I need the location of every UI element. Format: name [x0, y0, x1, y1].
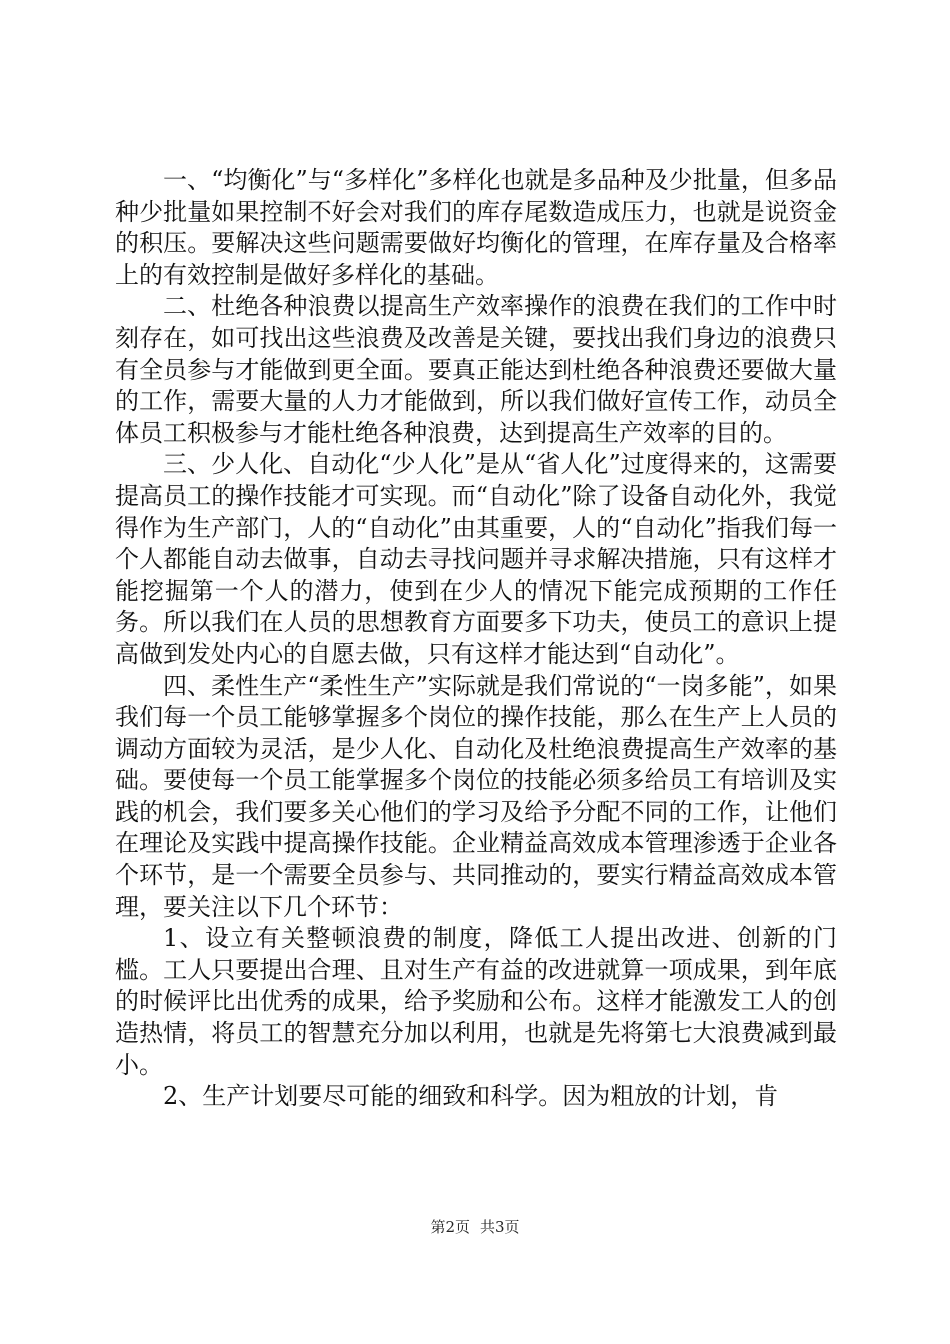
page-number: 第2页	[430, 1218, 470, 1236]
paragraph-4: 四、柔性生产“柔性生产”实际就是我们常说的“一岗多能”，如果我们每一个员工能够掌握多个岗位的操作技能，那么在生产上人员的调动方面较为灵活，是少人化、自动化及杜绝浪费提高生产效率的基础。要使每一个员工能掌握多个岗位的技能必须多给员工有培训及实践的机会，我们要多关心他们的学习及给予分配不同的工作，让他们在理论及实践中提高操作技能。企业精益高效成本管理渗透于企业各个环节，是一个需要全员参与、共同推动的，要实行精益高效成本管理，要关注以下几个环节：	[115, 671, 837, 921]
paragraph-2: 二、杜绝各种浪费以提高生产效率操作的浪费在我们的工作中时刻存在，如可找出这些浪费及改善是关键，要找出我们身边的浪费只有全员参与才能做到更全面。要真正能达到杜绝各种浪费还要做大量的工作，需要大量的人力才能做到，所以我们做好宣传工作，动员全体员工积极参与才能杜绝各种浪费，达到提高生产效率的目的。	[115, 292, 837, 447]
paragraph-3: 三、少人化、自动化“少人化”是从“省人化”过度得来的，这需要提高员工的操作技能才可实现。而“自动化”除了设备自动化外，我觉得作为生产部门，人的“自动化”由其重要，人的“自动化”指我们每一个人都能自动去做事，自动去寻找问题并寻求解决措施，只有这样才能挖掘第一个人的潜力，使到在少人的情况下能完成预期的工作任务。所以我们在人员的思想教育方面要多下功夫，使员工的意识上提高做到发处内心的自愿去做，只有这样才能达到“自动化”。	[115, 450, 837, 668]
paragraph-1: 一、“均衡化”与“多样化”多样化也就是多品种及少批量，但多品种少批量如果控制不好会对我们的库存尾数造成压力，也就是说资金的积压。要解决这些问题需要做好均衡化的管理，在库存量及合格率上的有效控制是做好多样化的基础。	[115, 166, 837, 289]
page-total: 共3页	[480, 1218, 520, 1236]
document-body	[115, 165, 837, 1113]
paragraph-6: 2、生产计划要尽可能的细致和科学。因为粗放的计划，肯	[163, 1082, 779, 1111]
page-footer	[0, 1216, 950, 1237]
paragraph-5: 1、设立有关整顿浪费的制度，降低工人提出改进、创新的门槛。工人只要提出合理、且对生产有益的改进就算一项成果，到年底的时候评比出优秀的成果，给予奖励和公布。这样才能激发工人的创造热情，将员工的智慧充分加以利用，也就是先将第七大浪费减到最小。	[115, 924, 837, 1079]
